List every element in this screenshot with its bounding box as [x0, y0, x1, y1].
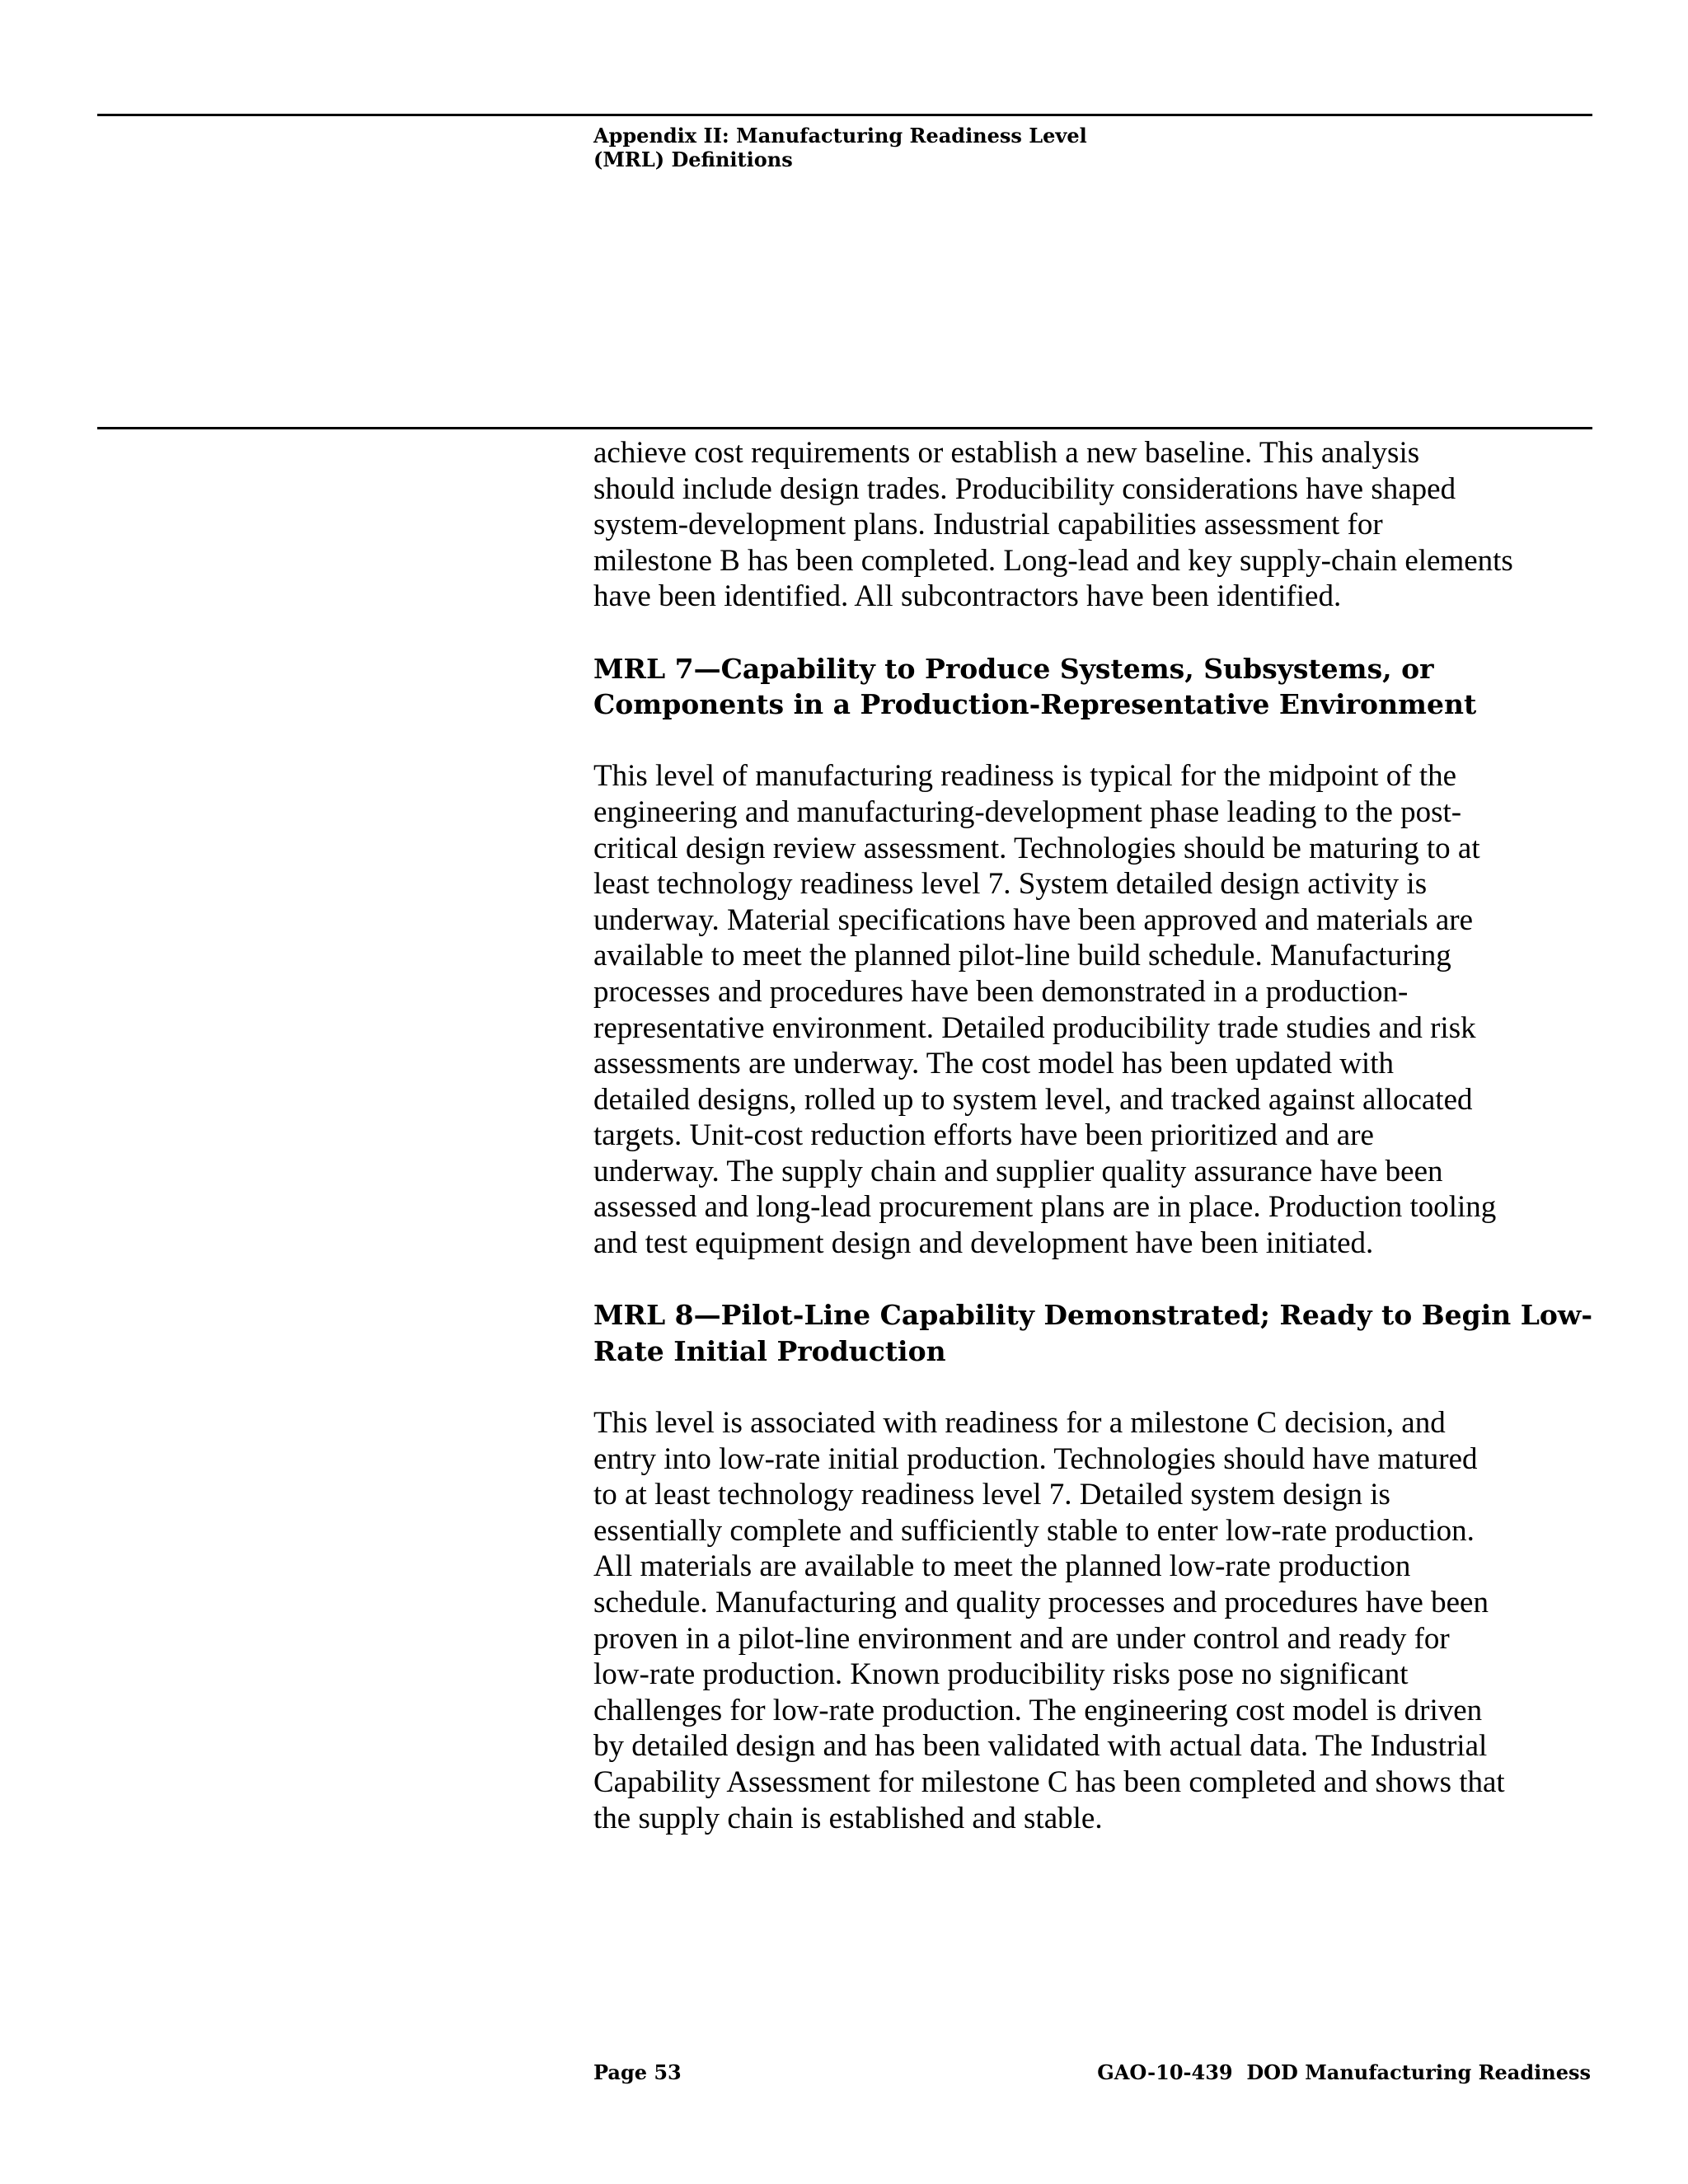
text-line: milestone B has been completed. Long-lead and key supply-chain elements	[593, 543, 1513, 578]
text-line: underway. The supply chain and supplier quality assurance have been	[593, 1154, 1443, 1188]
text-line: schedule. Manufacturing and quality processes and procedures have been	[593, 1586, 1489, 1619]
heading-line: Rate Initial Production	[593, 1334, 946, 1367]
text-line: and test equipment design and development have been initiated.	[593, 1226, 1374, 1261]
text-line: to at least technology readiness level 7. Detailed system design is	[593, 1478, 1390, 1512]
text-line: targets. Unit-cost reduction efforts have been prioritized and are	[593, 1118, 1374, 1153]
text-line: detailed designs, rolled up to system level, and tracked against allocated	[593, 1082, 1473, 1117]
text-line: proven in a pilot-line environment and are under control and ready for	[593, 1621, 1450, 1656]
footer-page-number: Page 53	[593, 2060, 682, 2084]
text-line: achieve cost requirements or establish a new baseline. This analysis	[593, 436, 1420, 470]
page-content	[593, 435, 1607, 1836]
text-line: engineering and manufacturing-development phase leading to the post-	[593, 794, 1462, 829]
text-line: entry into low-rate initial production. Technologies should have matured	[593, 1441, 1478, 1476]
running-head-line-1: Appendix II: Manufacturing Readiness Level	[593, 124, 1087, 148]
text-line: representative environment. Detailed producibility trade studies and risk	[593, 1010, 1476, 1045]
footer-report-title: GAO-10-439 DOD Manufacturing Readiness	[1097, 2060, 1591, 2084]
text-line: critical design review assessment. Technologies should be maturing to at	[593, 831, 1480, 865]
text-line: have been identified. All subcontractors have been identified.	[593, 579, 1342, 614]
header-top-rule	[97, 114, 1592, 116]
text-line: system-development plans. Industrial capabilities assessment for	[593, 508, 1383, 542]
running-head	[593, 124, 1335, 171]
mrl7-paragraph	[593, 758, 1607, 1261]
text-line: assessed and long-lead procurement plans are in place. Production tooling	[593, 1190, 1497, 1225]
text-line: underway. Material specifications have been approved and materials are	[593, 902, 1474, 937]
text-line: challenges for low-rate production. The engineering cost model is driven	[593, 1693, 1483, 1727]
text-line: should include design trades. Producibility considerations have shaped	[593, 471, 1456, 506]
text-line: This level is associated with readiness for a milestone C decision, and	[593, 1406, 1446, 1441]
heading-line: MRL 7—Capability to Produce Systems, Subsystems, or	[593, 652, 1434, 685]
text-line: All materials are available to meet the planned low-rate production	[593, 1549, 1411, 1584]
heading-line: MRL 8—Pilot-Line Capability Demonstrated; Ready to Begin Low-	[593, 1299, 1593, 1332]
heading-line: Components in a Production-Representative Environment	[593, 688, 1477, 721]
mrl8-paragraph	[593, 1405, 1607, 1836]
content-top-rule	[97, 427, 1592, 429]
text-line: low-rate production. Known producibility risks pose no significant	[593, 1657, 1409, 1692]
text-line: processes and procedures have been demonstrated in a production-	[593, 974, 1409, 1009]
intro-paragraph	[593, 435, 1607, 615]
text-line: Capability Assessment for milestone C has been completed and shows that	[593, 1765, 1505, 1799]
running-head-line-2: (MRL) Definitions	[593, 148, 793, 171]
mrl8-heading	[593, 1297, 1607, 1369]
text-line: This level of manufacturing readiness is typical for the midpoint of the	[593, 759, 1457, 794]
text-line: essentially complete and sufficiently stable to enter low-rate production.	[593, 1513, 1475, 1548]
text-line: the supply chain is established and stable.	[593, 1801, 1103, 1835]
text-line: assessments are underway. The cost model has been updated with	[593, 1047, 1394, 1081]
text-line: by detailed design and has been validated with actual data. The Industrial	[593, 1729, 1488, 1764]
text-line: least technology readiness level 7. System detailed design activity is	[593, 867, 1428, 902]
mrl7-heading	[593, 651, 1607, 723]
text-line: available to meet the planned pilot-line build schedule. Manufacturing	[593, 939, 1451, 973]
